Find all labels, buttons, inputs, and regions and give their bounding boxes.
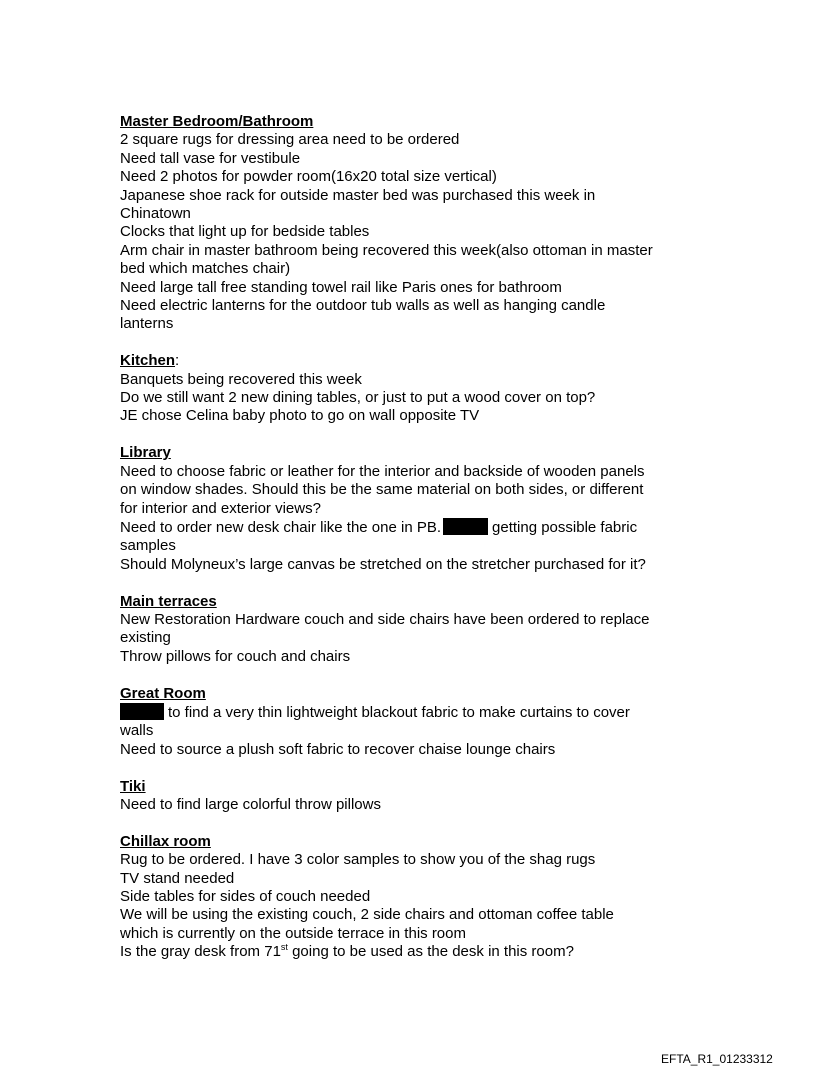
text-line: which is currently on the outside terrace in this room: [120, 924, 466, 942]
heading-colon: :: [175, 352, 180, 370]
section-library: [120, 444, 710, 574]
text-fragment: Need to order new desk chair like the one in PB.: [120, 518, 442, 536]
text-line: Need to choose fabric or leather for the interior and backside of wooden panels: [120, 462, 645, 480]
section-heading: Chillax room: [120, 832, 211, 850]
section-chillax-room: [120, 833, 710, 962]
text-line: Arm chair in master bathroom being recovered this week(also ottoman in master: [120, 241, 653, 259]
text-line: lanterns: [120, 315, 174, 333]
text-line-with-redaction: [120, 703, 710, 722]
text-line: Need 2 photos for powder room(16x20 total size vertical): [120, 168, 497, 186]
text-line: Clocks that light up for bedside tables: [120, 223, 370, 241]
text-line: existing: [120, 629, 171, 647]
text-line: on window shades. Should this be the same material on both sides, or different: [120, 481, 644, 499]
text-line-with-redaction: [120, 518, 710, 537]
text-line: for interior and exterior views?: [120, 499, 321, 517]
document-body: [120, 113, 710, 980]
ordinal-superscript: st: [280, 942, 288, 953]
text-line: Should Molyneux’s large canvas be stretched on the stretcher purchased for it?: [120, 555, 646, 573]
text-line: Banquets being recovered this week: [120, 370, 362, 388]
text-line: Japanese shoe rack for outside master bed was purchased this week in: [120, 186, 596, 204]
text-line: TV stand needed: [120, 869, 235, 887]
section-main-terraces: [120, 593, 710, 667]
section-heading: Master Bedroom/Bathroom: [120, 113, 314, 130]
text-line: Rug to be ordered. I have 3 color samples to show you of the shag rugs: [120, 851, 596, 869]
section-tiki: [120, 778, 710, 815]
text-line: Need electric lanterns for the outdoor tub walls as well as hanging candle: [120, 297, 606, 315]
document-id-footer: EFTA_R1_01233312: [661, 1052, 773, 1066]
text-line: We will be using the existing couch, 2 side chairs and ottoman coffee table: [120, 906, 614, 924]
text-fragment: going to be used as the desk in this room?: [287, 943, 574, 961]
text-line-with-superscript: [120, 943, 710, 961]
text-line: Need to find large colorful throw pillows: [120, 795, 381, 813]
section-heading: Main terraces: [120, 592, 217, 610]
text-line: bed which matches chair): [120, 260, 291, 278]
text-line: Chinatown: [120, 205, 191, 223]
text-fragment: getting possible fabric: [492, 518, 638, 536]
text-line: 2 square rugs for dressing area need to be ordered: [120, 131, 460, 149]
text-line: Do we still want 2 new dining tables, or just to put a wood cover on top?: [120, 389, 596, 407]
redaction-block: [120, 703, 164, 720]
text-line: Need to source a plush soft fabric to recover chaise lounge chairs: [120, 740, 556, 758]
text-fragment: Is the gray desk from 71: [120, 943, 281, 961]
text-fragment: to find a very thin lightweight blackout fabric to make curtains to cover: [168, 703, 630, 721]
section-heading: Tiki: [120, 777, 146, 795]
text-line: samples: [120, 537, 176, 555]
section-great-room: [120, 685, 710, 760]
text-line: JE chose Celina baby photo to go on wall opposite TV: [120, 407, 480, 425]
text-line: New Restoration Hardware couch and side chairs have been ordered to replace: [120, 610, 650, 628]
text-line: Side tables for sides of couch needed: [120, 887, 371, 905]
redaction-block: [443, 518, 488, 535]
section-heading: Great Room: [120, 684, 206, 702]
section-master-bedroom: [120, 113, 710, 334]
text-line: walls: [120, 722, 154, 740]
section-heading: Library: [120, 444, 171, 462]
section-heading: Kitchen: [120, 352, 176, 370]
text-line: Need tall vase for vestibule: [120, 149, 301, 167]
section-kitchen: [120, 352, 710, 426]
text-line: Throw pillows for couch and chairs: [120, 647, 351, 665]
text-line: Need large tall free standing towel rail like Paris ones for bathroom: [120, 278, 562, 296]
